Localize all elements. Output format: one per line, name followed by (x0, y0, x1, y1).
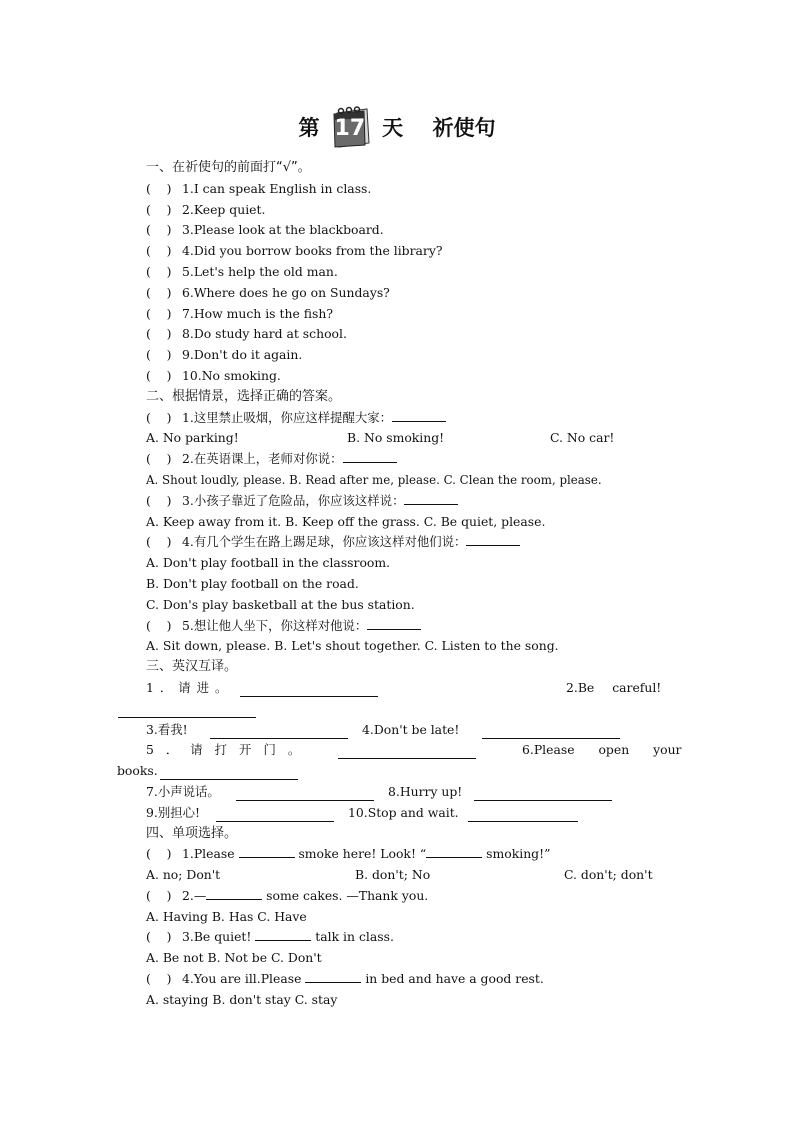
answer-blank[interactable] (255, 928, 311, 941)
answer-blank[interactable] (338, 746, 476, 759)
translation-row (0, 720, 794, 741)
answer-blank[interactable] (426, 845, 482, 858)
options-row: A. Having B. Has C. Have (146, 908, 307, 924)
answer-blank[interactable] (392, 409, 446, 422)
answer-blank[interactable] (466, 533, 520, 546)
option: B. don't; No (355, 867, 431, 883)
list-item: ( ) 9.Don't do it again. (146, 347, 303, 363)
answer-blank[interactable] (206, 887, 262, 900)
question: ( ) 2.— some cakes. —Thank you. (146, 887, 429, 903)
section3-heading: 三、英汉互译。 (146, 659, 238, 675)
list-item: ( ) 2.Keep quiet. (146, 201, 266, 217)
translation-row (0, 803, 794, 824)
section2-heading: 二、根据情景，选择正确的答案。 (146, 388, 342, 404)
question: ( ) 5.想让他人坐下，你这样对他说： (0, 616, 794, 637)
answer-blank[interactable] (305, 970, 361, 983)
option: A. no; Don't (146, 867, 221, 883)
translation-item: 5．请打开门。 (146, 742, 313, 758)
answer-blank[interactable] (474, 788, 612, 801)
options-row: A. Keep away from it. B. Keep off the grass. C. Be quiet, please. (146, 513, 546, 529)
title-prefix: 第 (298, 116, 320, 140)
question: ( ) 3.小孩子靠近了危险品，你应该这样说： (0, 491, 794, 512)
options-row (0, 865, 794, 886)
answer-blank[interactable] (404, 492, 458, 505)
translation-row (0, 740, 794, 761)
translation-item: 2.Be careful! (566, 679, 662, 695)
answer-blank[interactable] (367, 617, 421, 630)
list-item: ( ) 3.Please look at the blackboard. (146, 222, 384, 238)
question: ( ) 1.Please smoke here! Look! “ smoking!” (146, 846, 551, 862)
translation-item: 1．请进。 (146, 679, 234, 695)
worksheet-body (0, 158, 794, 1011)
option: C. don't; don't (564, 867, 653, 883)
option: B. No smoking! (347, 430, 445, 446)
calendar-icon (331, 105, 371, 149)
answer-blank[interactable] (236, 788, 374, 801)
list-item: ( ) 10.No smoking. (146, 367, 281, 383)
question: ( ) 3.Be quiet! talk in class. (146, 929, 394, 945)
question: ( ) 1.这里禁止吸烟，你应这样提醒大家： (0, 408, 794, 429)
translation-item: 7.小声说话。 (146, 783, 220, 799)
translation-item: 9.别担心! (146, 804, 200, 820)
answer-blank[interactable] (239, 845, 295, 858)
answer-blank[interactable] (482, 726, 620, 739)
title-suffix: 天 (382, 116, 404, 140)
option: C. Don's play basketball at the bus station. (146, 596, 415, 612)
translation-item: 3.看我! (146, 721, 188, 737)
question: ( ) 4.有几个学生在路上踢足球，你应该这样对他们说： (0, 532, 794, 553)
answer-blank[interactable] (216, 809, 334, 822)
option: C. No car! (550, 430, 615, 446)
option: A. No parking! (146, 430, 239, 446)
options-row (0, 428, 794, 449)
question: ( ) 2.在英语课上，老师对你说： (0, 449, 794, 470)
list-item: ( ) 5.Let's help the old man. (146, 263, 338, 279)
option: B. Don't play football on the road. (146, 575, 359, 591)
translation-item: 10.Stop and wait. (348, 804, 459, 820)
section4-heading: 四、单项选择。 (146, 825, 238, 841)
translation-row (0, 761, 794, 782)
title-topic: 祈使句 (432, 116, 496, 140)
answer-blank[interactable] (240, 684, 378, 697)
question: ( ) 4.You are ill.Please in bed and have a good rest. (146, 971, 544, 987)
list-item: ( ) 6.Where does he go on Sundays? (146, 284, 390, 300)
answer-blank[interactable] (160, 767, 298, 780)
list-item: ( ) 4.Did you borrow books from the library? (146, 243, 443, 259)
answer-blank[interactable] (343, 450, 397, 463)
translation-item: 6.Please open your (522, 742, 682, 758)
day-number: 17 (334, 116, 366, 141)
options-row: A. Shout loudly, please. B. Read after me, please. C. Clean the room, please. (146, 472, 602, 487)
translation-row (0, 678, 794, 699)
translation-row (0, 699, 794, 720)
translation-item: 4.Don't be late! (362, 721, 460, 737)
list-item: ( ) 8.Do study hard at school. (146, 326, 347, 342)
translation-row (0, 782, 794, 803)
answer-blank[interactable] (210, 726, 348, 739)
translation-item: books. (117, 763, 158, 779)
list-item: ( ) 1.I can speak English in class. (146, 180, 372, 196)
section1-heading: 一、在祈使句的前面打“√”。 (146, 160, 311, 175)
page-title (0, 105, 794, 151)
translation-item: 8.Hurry up! (388, 783, 463, 799)
option: A. Don't play football in the classroom. (146, 555, 391, 571)
options-row: A. staying B. don't stay C. stay (146, 991, 338, 1007)
list-item: ( ) 7.How much is the fish? (146, 305, 333, 321)
answer-blank[interactable] (468, 809, 578, 822)
options-row: A. Be not B. Not be C. Don't (146, 950, 322, 966)
options-row: A. Sit down, please. B. Let's shout together. C. Listen to the song. (146, 638, 559, 654)
answer-blank[interactable] (118, 705, 256, 718)
